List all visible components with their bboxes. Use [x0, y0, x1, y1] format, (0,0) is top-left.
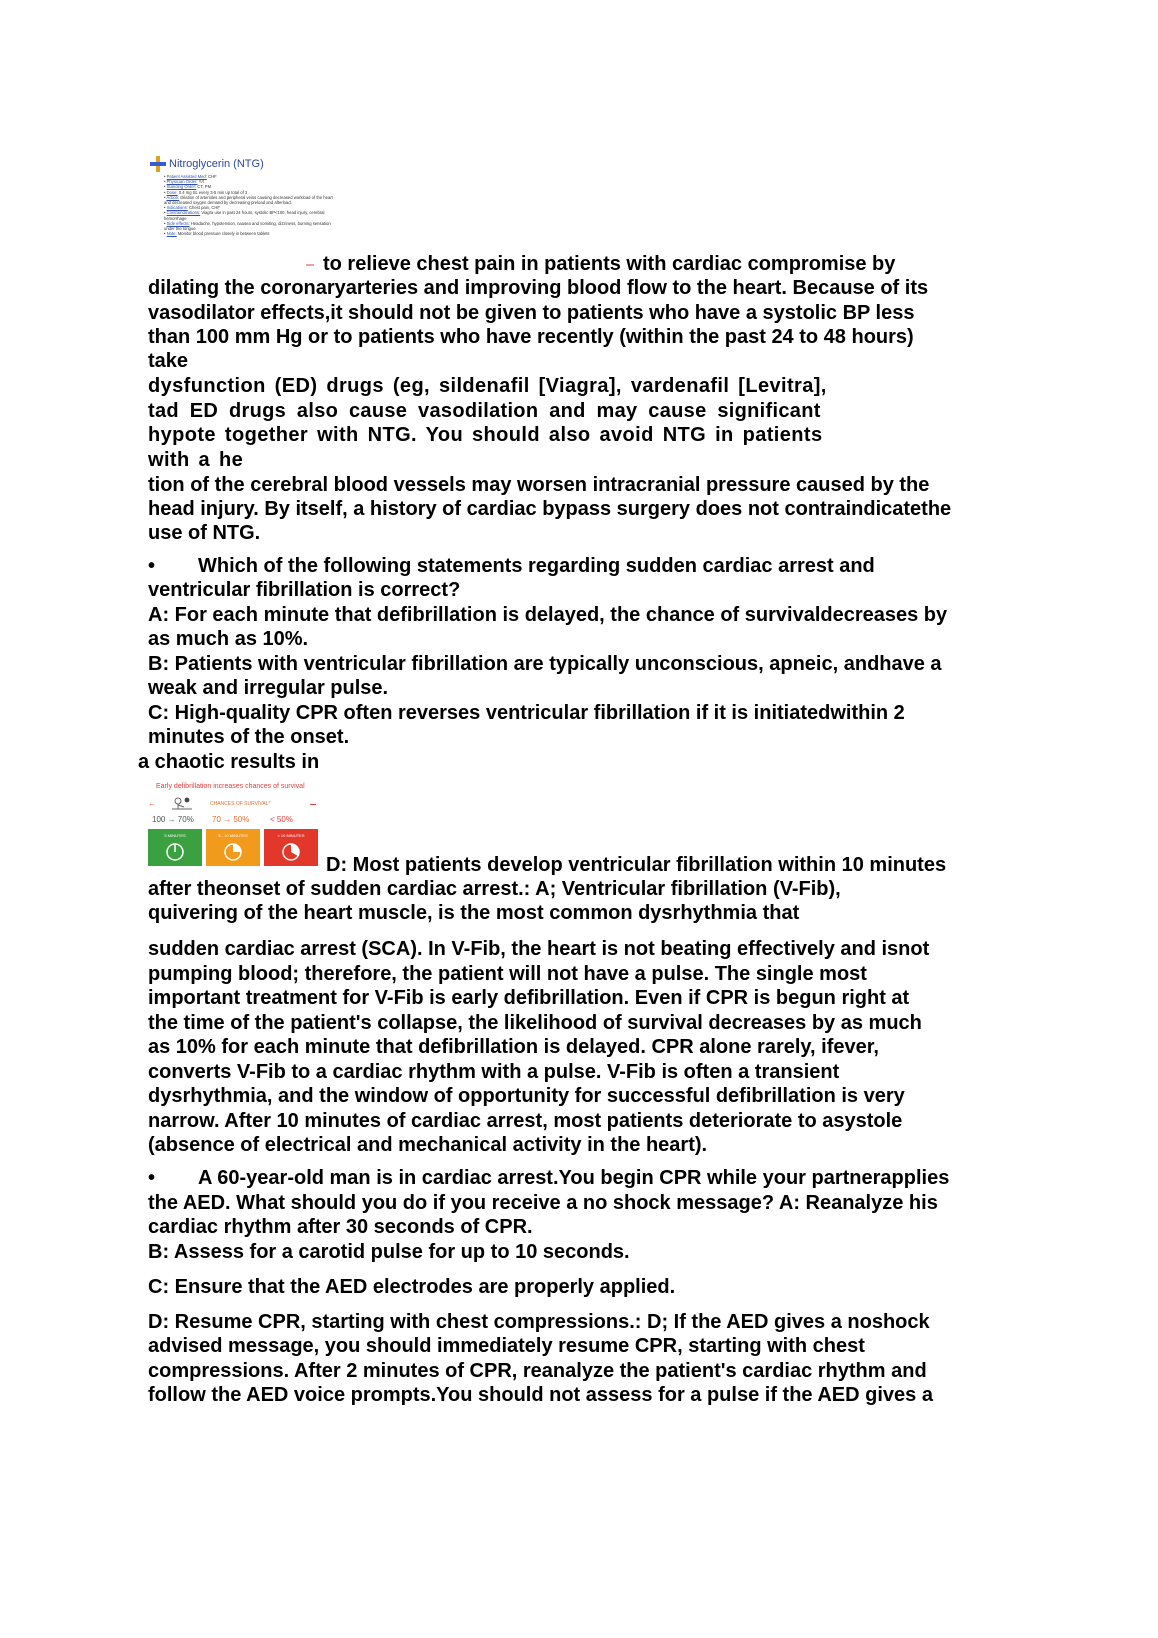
- text-line: B: Assess for a carotid pulse for up to 10 seconds.: [148, 1241, 630, 1263]
- text-line: use of NTG.: [148, 522, 261, 544]
- ntg-item: • Action: Dilation of arterioles and peripheral veins causing decreased workload of the heart and decreased oxygen demand by decreasing preload and afterload.: [164, 195, 334, 205]
- text-line: a chaotic results in: [138, 751, 320, 773]
- text-line: dilating the coronaryarteries and improving blood flow to the heart. Because of its: [148, 277, 929, 299]
- text-line: with a he: [148, 449, 244, 471]
- timer-icon: [165, 842, 185, 862]
- text-line: ventricular fibrillation is correct?: [148, 579, 461, 601]
- text-line: C: High-quality CPR often reverses ventricular fibrillation if it is initiatedwithin 2: [148, 702, 905, 724]
- question-line: • A 60-year-old man is in cardiac arrest.You begin CPR while your partnerapplies: [148, 1167, 950, 1189]
- text-line: D: Most patients develop ventricular fibrillation within 10 minutes: [326, 854, 947, 876]
- text-line: the time of the patient's collapse, the likelihood of survival decreases by as much: [148, 1012, 922, 1034]
- text-line: C: Ensure that the AED electrodes are properly applied.: [148, 1276, 676, 1298]
- time-box-orange: 5 - 10 MINUTES: [206, 829, 260, 866]
- survival-percent: < 50%: [270, 815, 293, 824]
- text-line: as 10% for each minute that defibrillation is delayed. CPR alone rarely, ifever,: [148, 1036, 879, 1058]
- time-box-red: > 10 MINUTES: [264, 829, 318, 866]
- text-line: D: Resume CPR, starting with chest compressions.: D; If the AED gives a noshock: [148, 1311, 930, 1333]
- image-fragment: [306, 264, 314, 266]
- text-line: follow the AED voice prompts.You should not assess for a pulse if the AED gives a: [148, 1384, 933, 1406]
- text-line: the AED. What should you do if you receive a no shock message? A: Reanalyze his: [148, 1192, 938, 1214]
- timer-icon: [223, 842, 243, 862]
- ntg-item: • Physician Order: Y/I: [164, 179, 334, 184]
- survival-percent: 100 → 70%: [152, 815, 194, 824]
- ntg-item: • Note: Monitor blood pressure closely in between tablets: [164, 231, 334, 236]
- bullet: •: [148, 555, 156, 577]
- text-line: important treatment for V-Fib is early defibrillation. Even if CPR is begun right at: [148, 987, 910, 1009]
- text-line: than 100 mm Hg or to patients who have recently (within the past 24 to 48 hours): [148, 326, 914, 348]
- bullet: •: [148, 1167, 156, 1189]
- text-line: quivering of the heart muscle, is the most common dysrhythmia that: [148, 902, 800, 924]
- text-line: as much as 10%.: [148, 628, 309, 650]
- text-line: pumping blood; therefore, the patient will not have a pulse. The single most: [148, 963, 867, 985]
- ntg-item: • Standing Order: CT, PM: [164, 184, 334, 189]
- arrow-left-icon: ←: [148, 799, 156, 808]
- text-line: tion of the cerebral blood vessels may worsen intracranial pressure caused by the: [148, 474, 930, 496]
- text-line: advised message, you should immediately resume CPR, starting with chest: [148, 1335, 865, 1357]
- text-line: converts V-Fib to a cardiac rhythm with a pulse. V-Fib is often a transient: [148, 1061, 840, 1083]
- text-line: dysrhythmia, and the window of opportunity for successful defibrillation is very: [148, 1085, 905, 1107]
- text-line: to relieve chest pain in patients with cardiac compromise by: [323, 253, 896, 275]
- text-line: minutes of the onset.: [148, 726, 350, 748]
- text-line: B: Patients with ventricular fibrillation are typically unconscious, apneic, andhave a: [148, 653, 942, 675]
- text-line: cardiac rhythm after 30 seconds of CPR.: [148, 1216, 533, 1238]
- ntg-header: [150, 154, 264, 174]
- question-line: • Which of the following statements regarding sudden cardiac arrest and: [148, 555, 875, 577]
- text-line: tad ED drugs also cause vasodilation and may cause significant: [148, 400, 821, 422]
- text-line: compressions. After 2 minutes of CPR, reanalyze the patient's cardiac rhythm and: [148, 1360, 927, 1382]
- ntg-item: • Indications: Chest pain, CHF: [164, 205, 334, 210]
- ntg-title: Nitroglycerin (NTG): [169, 158, 264, 170]
- text-line: A: For each minute that defibrillation is delayed, the chance of survivaldecreases by: [148, 604, 948, 626]
- defib-caption: Early defibrillation increases chances of survival: [156, 783, 305, 790]
- text-line: dysfunction (ED) drugs (eg, sildenafil [Viagra], vardenafil [Levitra],: [148, 375, 827, 397]
- text-line: vasodilator effects,it should not be given to patients who have a systolic BP less: [148, 302, 915, 324]
- survival-percent: 70 → 50%: [212, 815, 250, 824]
- text-line: sudden cardiac arrest (SCA). In V-Fib, the heart is not beating effectively and isnot: [148, 938, 930, 960]
- time-box-green: 5 MINUTES: [148, 829, 202, 866]
- ntg-item: • Side effects: Headache, hypotension, nausea and vomiting, dizziness, burning sensation under the tongue: [164, 221, 334, 231]
- text-line: narrow. After 10 minutes of cardiac arrest, most patients deteriorate to asystole: [148, 1110, 903, 1132]
- ntg-item: • Patient Assisted Med: CHF: [164, 174, 334, 179]
- text-line: (absence of electrical and mechanical activity in the heart).: [148, 1134, 708, 1156]
- defibrillation-survival-image: [148, 783, 318, 871]
- text-line: hypote together with NTG. You should also avoid NTG in patients: [148, 424, 823, 446]
- text-line: head injury. By itself, a history of cardiac bypass surgery does not contraindicatethe: [148, 498, 952, 520]
- text-line: take: [148, 350, 189, 372]
- text-line: after theonset of sudden cardiac arrest.: A; Ventricular fibrillation (V-Fib),: [148, 878, 841, 900]
- ntg-item: • Dose: 0.4 mg SL every 3-5 min up total of 3: [164, 190, 334, 195]
- ntg-list: [164, 174, 334, 236]
- cross-icon: [150, 156, 166, 172]
- ntg-item: • Contraindications: Viagra use in past 24 hours, systolic BP<100, head injury, cerebral hemorrhage: [164, 210, 334, 220]
- cpr-figure-icon: [170, 797, 194, 810]
- timer-icon: [281, 842, 301, 862]
- chances-label: CHANCES OF SURVIVAL*: [210, 801, 271, 807]
- nitroglycerin-slide-image: [150, 154, 333, 258]
- text-line: weak and irregular pulse.: [148, 677, 389, 699]
